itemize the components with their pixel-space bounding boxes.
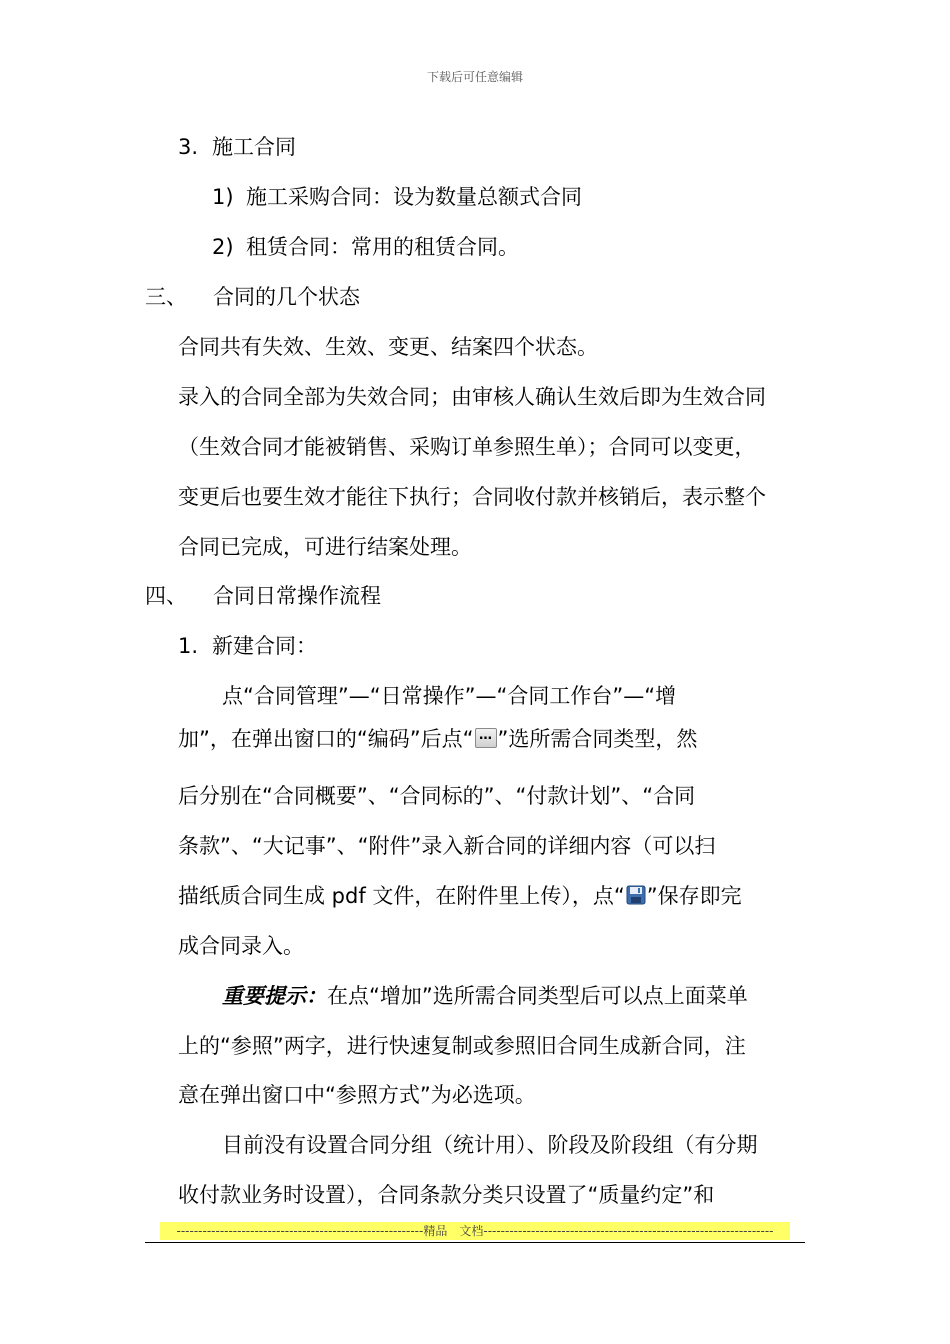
procedure-line: 条款”、“大记事”、“附件”录入新合同的详细内容（可以扫 [178, 834, 716, 858]
section-3-heading [178, 133, 296, 161]
sub-item-1 [212, 183, 582, 211]
tip-line [222, 982, 748, 1010]
section-number: 3. [178, 135, 199, 159]
page-header-note: 下载后可任意编辑 [426, 70, 523, 84]
note-line: 目前没有设置合同分组（统计用）、阶段及阶段组（有分期 [222, 1133, 758, 1157]
procedure-text: 加”，在弹出窗口的“编码”后点“ [178, 727, 474, 751]
procedure-text: ”选所需合同类型，然 [497, 727, 698, 751]
status-paragraph-line: 变更后也要生效才能往下执行；合同收付款并核销后，表示整个 [178, 485, 766, 509]
heading-number: 三、 [145, 285, 187, 309]
heading-title: 合同日常操作流程 [213, 584, 381, 608]
sub-item-2 [212, 233, 519, 261]
footer-banner [160, 1222, 790, 1240]
footer-label: 精品 文档 [423, 1224, 484, 1238]
footer-dashes-right: ------------------------------------------------------------------- [483, 1224, 774, 1238]
tip-text: 在点“增加”选所需合同类型后可以点上面菜单 [327, 984, 748, 1008]
note-line: 收付款业务时设置），合同条款分类只设置了“质量约定”和 [178, 1183, 715, 1207]
procedure-line: 点“合同管理”—“日常操作”—“合同工作台”—“增 [222, 684, 677, 708]
save-disk-icon [626, 884, 646, 904]
step-title: 新建合同： [212, 634, 317, 658]
step-number: 1. [178, 634, 199, 658]
sub-item-number: 1) [212, 185, 234, 209]
status-paragraph-line: 合同共有失效、生效、变更、结案四个状态。 [178, 335, 598, 359]
tip-line: 意在弹出窗口中“参照方式”为必选项。 [178, 1083, 536, 1107]
status-paragraph-line: 录入的合同全部为失效合同；由审核人确认生效后即为生效合同 [178, 385, 766, 409]
footer-rule [145, 1242, 805, 1243]
sub-item-text: 租赁合同：常用的租赁合同。 [246, 235, 519, 259]
status-paragraph-line: （生效合同才能被销售、采购订单参照生单）；合同可以变更， [178, 435, 756, 459]
procedure-text: ”保存即完 [646, 884, 742, 908]
procedure-line: 成合同录入。 [178, 934, 304, 958]
sub-item-number: 2) [212, 235, 234, 259]
heading-4 [145, 582, 381, 610]
heading-3 [145, 283, 360, 311]
procedure-line [178, 725, 697, 753]
important-tip-label: 重要提示： [222, 984, 327, 1008]
procedure-text: 描纸质合同生成 pdf 文件，在附件里上传），点“ [178, 884, 625, 908]
heading-number: 四、 [145, 584, 187, 608]
ellipsis-button-icon: … [475, 728, 497, 748]
sub-item-text: 施工采购合同：设为数量总额式合同 [246, 185, 582, 209]
procedure-line [178, 882, 742, 910]
procedure-line: 后分别在“合同概要”、“合同标的”、“付款计划”、“合同 [178, 784, 696, 808]
status-paragraph-line: 合同已完成，可进行结案处理。 [178, 535, 472, 559]
step-1-heading [178, 632, 317, 660]
heading-title: 合同的几个状态 [213, 285, 360, 309]
section-title: 施工合同 [212, 135, 296, 159]
footer-dashes-left: --------------------------------------------------------- [176, 1224, 424, 1238]
tip-line: 上的“参照”两字，进行快速复制或参照旧合同生成新合同，注 [178, 1034, 746, 1058]
